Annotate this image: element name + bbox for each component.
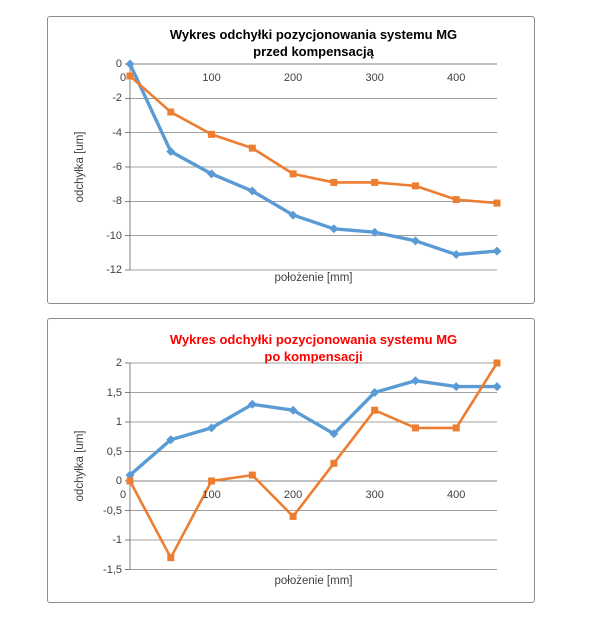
chart-title-line1: Wykres odchyłki pozycjonowania systemu MG [169, 27, 458, 42]
y-tick-label: -4 [112, 126, 122, 139]
data-point-square [167, 109, 174, 116]
data-point-square [412, 424, 419, 431]
data-point-diamond [452, 250, 461, 259]
x-tick-label: 0 [119, 72, 127, 84]
chart-after-compensation [47, 318, 535, 603]
x-tick-label: 200 [283, 489, 303, 501]
data-point-square [371, 407, 378, 414]
y-tick-label: -12 [106, 264, 122, 276]
x-tick-label: 100 [202, 489, 221, 501]
data-point-square [453, 196, 460, 203]
data-point-square [494, 200, 501, 207]
y-axis-title: odchyłka [um] [74, 430, 86, 502]
series-line-series2 [130, 76, 497, 203]
data-point-diamond [411, 236, 420, 245]
data-point-square [249, 145, 256, 152]
y-tick-label: -0,5 [103, 504, 122, 517]
data-point-square [330, 179, 337, 186]
data-point-square [330, 460, 337, 467]
data-point-square [127, 478, 134, 485]
y-tick-label: 1,5 [106, 386, 122, 399]
x-tick-label: 200 [283, 72, 303, 84]
data-point-square [290, 170, 297, 177]
y-tick-label: -10 [106, 229, 122, 242]
data-point-diamond [452, 382, 461, 391]
y-axis-title: odchyłka [um] [74, 131, 86, 203]
x-axis-title: położenie [mm] [274, 575, 353, 587]
chart-title-line2: po kompensacji [264, 349, 363, 364]
y-tick-label: -2 [112, 92, 122, 105]
data-point-diamond [329, 224, 338, 233]
x-axis-title: położenie [mm] [274, 272, 353, 284]
data-point-square [453, 424, 460, 431]
series-line-series1 [130, 64, 497, 255]
y-tick-label: 0 [115, 58, 122, 70]
x-tick-label: 400 [447, 489, 466, 501]
chart-title [130, 26, 497, 60]
x-tick-label: 400 [447, 72, 466, 84]
x-tick-label: 300 [365, 489, 384, 501]
data-point-square [290, 513, 297, 520]
chart-title-line1: Wykres odchyłki pozycjonowania systemu MG [169, 332, 458, 347]
y-tick-label: -8 [112, 195, 122, 208]
data-point-square [371, 179, 378, 186]
chart-title [130, 331, 497, 365]
data-point-square [208, 131, 215, 138]
data-point-square [167, 554, 174, 561]
y-tick-label: -1 [112, 534, 122, 546]
data-point-square [249, 472, 256, 479]
y-tick-label: 1 [115, 416, 122, 428]
chart-title-line2: przed kompensacją [253, 44, 374, 59]
y-tick-label: 0,5 [106, 445, 122, 458]
data-point-diamond [493, 382, 502, 391]
data-point-diamond [493, 247, 502, 256]
y-tick-label: 2 [115, 357, 122, 369]
data-point-square [208, 478, 215, 485]
x-tick-label: 300 [365, 72, 384, 84]
y-tick-label: -1,5 [103, 563, 122, 576]
chart-before-compensation [47, 16, 535, 304]
x-tick-label: 0 [119, 489, 127, 501]
data-point-square [412, 182, 419, 189]
y-tick-label: -6 [112, 161, 122, 173]
y-tick-label: 0 [115, 475, 122, 487]
x-tick-label: 100 [202, 72, 221, 84]
data-point-diamond [411, 376, 420, 385]
